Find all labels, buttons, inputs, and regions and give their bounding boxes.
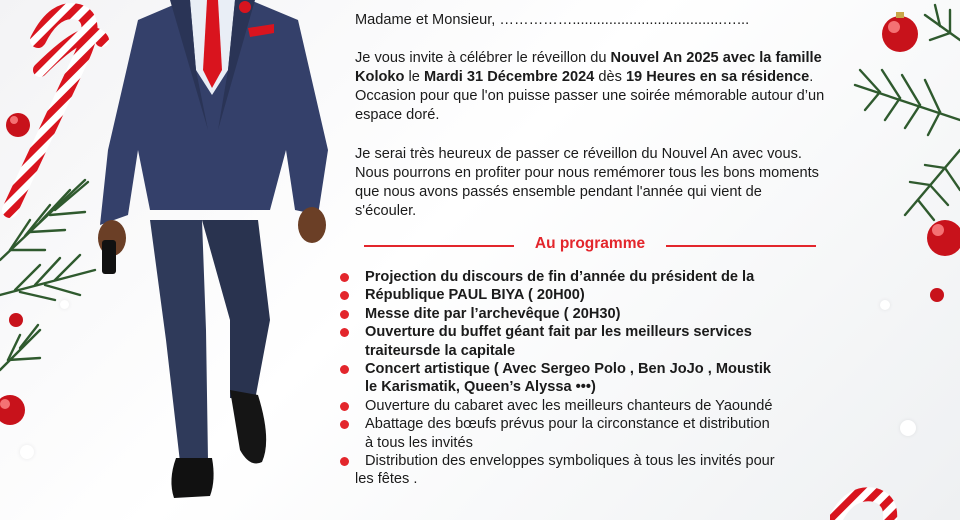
programme-item-text: Ouverture du cabaret avec les meilleurs chanteurs de Yaoundé [365,397,773,414]
message-paragraph: Je serai très heureux de passer ce réveillon du Nouvel An avec vous. Nous pourrons en profiter pour nous remémorer tous les bons moments que nous avons passés ensemble pendant l'année qui vient de s'écouler. [355,146,819,219]
bullet-dot [340,420,349,429]
bullet-dot [340,457,349,466]
bullet-dot [340,365,349,374]
para1-event-time-place: 19 Heures en sa résidence [625,69,810,85]
bullet-dot [340,291,349,300]
bullet-dot [340,402,349,411]
programme-divider-right [666,245,816,247]
para1-text-1: Je vous invite à célébrer le réveillon du [355,50,611,66]
programme-header [364,234,816,256]
bullet-dot [340,310,349,319]
programme-item-text: Distribution des enveloppes symboliques à tous les invités pour [365,453,775,470]
programme-item-continuation: traiteursde la capitale [365,342,516,359]
programme-item [352,305,832,323]
right-christmas-decoration [830,0,960,520]
programme-item-text: Ouverture du buffet géant fait par les meilleurs services [365,324,752,341]
para1-text-3: dès [594,69,626,85]
programme-item [352,360,832,397]
programme-list [352,268,832,489]
programme-item-text: Abattage des bœufs prévus pour la circonstance et distribution [365,416,770,433]
programme-item-text: République PAUL BIYA ( 20H00) [365,287,585,304]
bullet-dot [340,273,349,282]
programme-item [352,268,832,286]
programme-item [352,415,832,452]
programme-item [352,323,832,360]
programme-item-continuation: les fêtes . [355,471,418,488]
programme-item [352,286,832,304]
programme-item-continuation: à tous les invités [365,434,473,451]
para1-text-4: . Occasion pour que l'on puisse passer une soirée mémorable autour d’un espace doré. [355,69,825,123]
programme-item-text: Projection du discours de fin d’année du président de la [365,269,755,285]
para1-text-2: le [404,69,424,85]
man-in-suit-photo [90,0,340,505]
programme-item [352,397,832,415]
para1-event-date: Mardi 31 Décembre 2024 [423,69,595,85]
programme-item-text: Concert artistique ( Avec Sergeo Polo , Ben JoJo , Moustik [365,361,772,378]
programme-title: Au programme [534,235,646,252]
invitation-paragraph [355,49,825,125]
para1-event-name: Nouvel An 2025 avec la famille Koloko [355,50,822,85]
salutation-line: Madame et Monsieur, …………….....................................…... [355,12,750,28]
programme-item-text: Messe dite par l’archevêque ( 20H30) [365,305,621,322]
bullet-dot [340,328,349,337]
programme-item [352,452,832,489]
programme-item-continuation: le Karismatik, Queen’s Alyssa •••) [365,379,596,396]
